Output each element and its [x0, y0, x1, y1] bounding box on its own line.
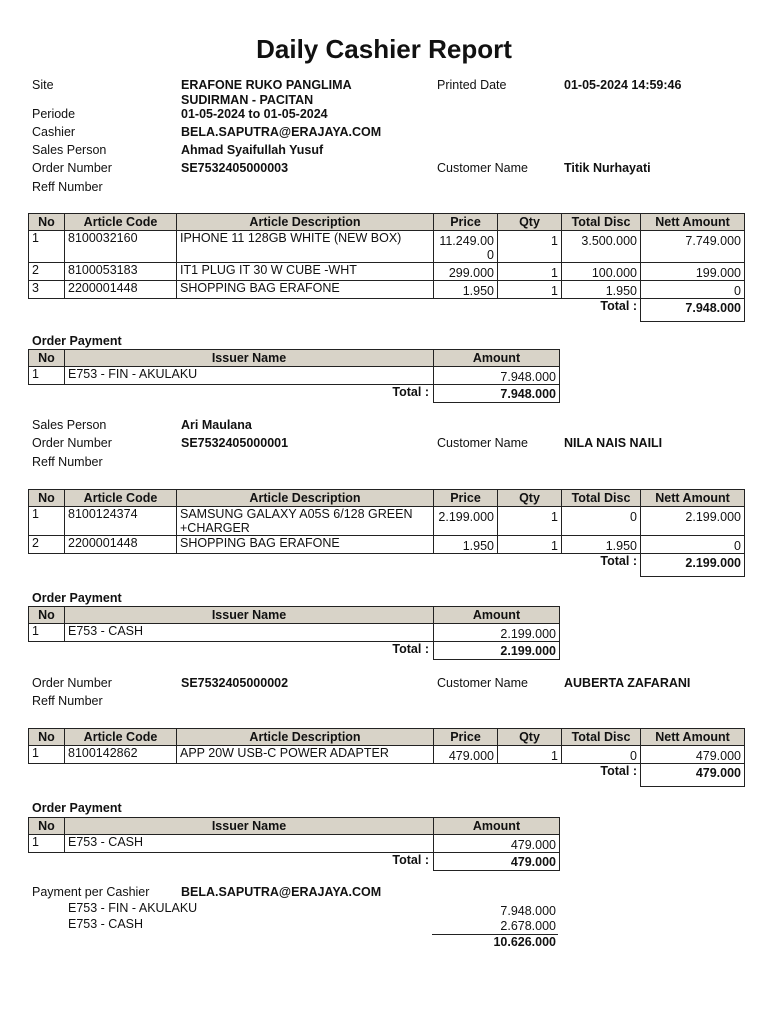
order-payment-table: [28, 817, 560, 871]
printed-date-label: Printed Date: [437, 78, 507, 92]
summary-total: 10.626.000: [493, 935, 556, 949]
items-total-value: 479.000: [641, 764, 745, 787]
cashier-value: BELA.SAPUTRA@ERAJAYA.COM: [181, 125, 382, 139]
cell-disc: 100.000: [562, 263, 641, 281]
col-nett-amount: Nett Amount: [641, 214, 745, 231]
payment-per-cashier-label: Payment per Cashier: [32, 885, 150, 899]
cell-code: 2200001448: [65, 281, 177, 299]
cell-disc: 0: [562, 507, 641, 536]
total-label: Total :: [392, 642, 429, 656]
cell-no: 3: [29, 281, 65, 299]
cell-issuer: E753 - FIN - AKULAKU: [65, 367, 434, 385]
cell-amount: 479.000: [434, 835, 560, 853]
table-header-row: [29, 818, 560, 835]
total-label: Total :: [392, 853, 429, 867]
table-row: [29, 281, 745, 299]
cell-nett: 199.000: [641, 263, 745, 281]
cell-amount: 2.199.000: [434, 624, 560, 642]
col-issuer-name: Issuer Name: [65, 607, 434, 624]
cell-price: 2.199.000: [434, 507, 498, 536]
order-items-table: [28, 213, 745, 322]
summary-amount: 2.678.000: [500, 919, 556, 933]
cell-no: 1: [29, 231, 65, 263]
cell-no: 1: [29, 835, 65, 853]
col-issuer-name: Issuer Name: [65, 350, 434, 367]
table-row: [29, 746, 745, 764]
order-payment-label: Order Payment: [32, 801, 122, 815]
col-no: No: [29, 607, 65, 624]
cell-disc: 1.950: [562, 281, 641, 299]
order-number-value: SE7532405000003: [181, 161, 289, 175]
col-total-disc: Total Disc: [562, 214, 641, 231]
cell-no: 1: [29, 367, 65, 385]
summary-amount: 7.948.000: [500, 904, 556, 918]
customer-name-value: AUBERTA ZAFARANI: [564, 676, 691, 690]
cell-issuer: E753 - CASH: [65, 835, 434, 853]
cell-code: 8100124374: [65, 507, 177, 536]
cell-desc: IT1 PLUG IT 30 W CUBE -WHT: [177, 263, 434, 281]
customer-name-label: Customer Name: [437, 676, 528, 690]
order-payment-label: Order Payment: [32, 591, 122, 605]
table-row: [29, 835, 560, 853]
order-items-table: [28, 728, 745, 787]
cell-disc: 1.950: [562, 536, 641, 554]
order-number-label: Order Number: [32, 436, 112, 450]
cell-no: 2: [29, 263, 65, 281]
total-label: Total :: [392, 385, 429, 399]
payment-per-cashier-value: BELA.SAPUTRA@ERAJAYA.COM: [181, 885, 382, 899]
site-value-line1: ERAFONE RUKO PANGLIMA: [181, 78, 352, 92]
payment-total-value: 2.199.000: [434, 642, 560, 660]
total-label: Total :: [600, 554, 637, 568]
table-row: [29, 367, 560, 385]
cell-desc: SAMSUNG GALAXY A05S 6/128 GREEN +CHARGER: [177, 507, 434, 536]
col-qty: Qty: [498, 729, 562, 746]
cell-qty: 1: [498, 746, 562, 764]
col-qty: Qty: [498, 490, 562, 507]
cell-no: 2: [29, 536, 65, 554]
col-price: Price: [434, 214, 498, 231]
table-header-row: [29, 607, 560, 624]
cell-nett: 0: [641, 536, 745, 554]
sales-person-label: Sales Person: [32, 143, 107, 157]
items-total-value: 7.948.000: [641, 299, 745, 322]
cell-nett: 2.199.000: [641, 507, 745, 536]
cell-qty: 1: [498, 507, 562, 536]
cell-code: 2200001448: [65, 536, 177, 554]
cell-desc: APP 20W USB-C POWER ADAPTER: [177, 746, 434, 764]
payment-total-value: 479.000: [434, 853, 560, 871]
col-article-description: Article Description: [177, 729, 434, 746]
reff-number-label: Reff Number: [32, 694, 103, 708]
col-article-code: Article Code: [65, 729, 177, 746]
col-nett-amount: Nett Amount: [641, 490, 745, 507]
col-price: Price: [434, 490, 498, 507]
cell-code: 8100032160: [65, 231, 177, 263]
table-row: [29, 507, 745, 536]
payment-total-value: 7.948.000: [434, 385, 560, 403]
cell-no: 1: [29, 624, 65, 642]
cell-issuer: E753 - CASH: [65, 624, 434, 642]
cell-desc: SHOPPING BAG ERAFONE: [177, 281, 434, 299]
cell-price: 1.950: [434, 536, 498, 554]
cashier-label: Cashier: [32, 125, 76, 139]
items-total-row: [29, 554, 745, 577]
col-qty: Qty: [498, 214, 562, 231]
table-row: [29, 536, 745, 554]
order-number-value: SE7532405000001: [181, 436, 289, 450]
col-no: No: [29, 818, 65, 835]
payment-total-row: [29, 853, 560, 871]
order-payment-table: [28, 606, 560, 660]
site-value-line2: SUDIRMAN - PACITAN: [181, 93, 314, 107]
payment-total-row: [29, 385, 560, 403]
table-row: [29, 624, 560, 642]
cell-no: 1: [29, 507, 65, 536]
col-article-description: Article Description: [177, 490, 434, 507]
items-total-value: 2.199.000: [641, 554, 745, 577]
total-label: Total :: [600, 299, 637, 313]
col-amount: Amount: [434, 607, 560, 624]
order-payment-table: [28, 349, 560, 403]
col-no: No: [29, 350, 65, 367]
cell-disc: 0: [562, 746, 641, 764]
col-no: No: [29, 729, 65, 746]
col-amount: Amount: [434, 350, 560, 367]
col-article-code: Article Code: [65, 214, 177, 231]
col-amount: Amount: [434, 818, 560, 835]
cell-desc: IPHONE 11 128GB WHITE (NEW BOX): [177, 231, 434, 263]
cell-price: 1.950: [434, 281, 498, 299]
col-article-code: Article Code: [65, 490, 177, 507]
items-total-row: [29, 299, 745, 322]
order-number-label: Order Number: [32, 676, 112, 690]
cell-qty: 1: [498, 536, 562, 554]
col-issuer-name: Issuer Name: [65, 818, 434, 835]
cell-desc: SHOPPING BAG ERAFONE: [177, 536, 434, 554]
cell-qty: 1: [498, 263, 562, 281]
printed-date-value: 01-05-2024 14:59:46: [564, 78, 682, 92]
col-no: No: [29, 214, 65, 231]
table-header-row: [29, 490, 745, 507]
col-no: No: [29, 490, 65, 507]
cell-amount: 7.948.000: [434, 367, 560, 385]
summary-issuer: E753 - CASH: [68, 917, 144, 931]
table-row: [29, 263, 745, 281]
cell-price: 11.249.000: [434, 231, 498, 263]
customer-name-label: Customer Name: [437, 161, 528, 175]
sales-person-label: Sales Person: [32, 418, 107, 432]
summary-issuer: E753 - FIN - AKULAKU: [68, 901, 198, 915]
col-total-disc: Total Disc: [562, 490, 641, 507]
payment-total-row: [29, 642, 560, 660]
cell-code: 8100142862: [65, 746, 177, 764]
periode-value: 01-05-2024 to 01-05-2024: [181, 107, 328, 121]
customer-name-value: NILA NAIS NAILI: [564, 436, 663, 450]
col-nett-amount: Nett Amount: [641, 729, 745, 746]
site-label: Site: [32, 78, 54, 92]
col-price: Price: [434, 729, 498, 746]
sales-person-value: Ahmad Syaifullah Yusuf: [181, 143, 324, 157]
order-number-label: Order Number: [32, 161, 112, 175]
col-article-description: Article Description: [177, 214, 434, 231]
cell-no: 1: [29, 746, 65, 764]
report-title: Daily Cashier Report: [256, 34, 512, 64]
order-payment-label: Order Payment: [32, 334, 122, 348]
cell-qty: 1: [498, 231, 562, 263]
order-items-table: [28, 489, 745, 577]
col-total-disc: Total Disc: [562, 729, 641, 746]
cell-nett: 0: [641, 281, 745, 299]
periode-label: Periode: [32, 107, 76, 121]
cell-disc: 3.500.000: [562, 231, 641, 263]
total-label: Total :: [600, 764, 637, 778]
cell-qty: 1: [498, 281, 562, 299]
cell-price: 479.000: [434, 746, 498, 764]
table-header-row: [29, 214, 745, 231]
cell-nett: 479.000: [641, 746, 745, 764]
sales-person-value: Ari Maulana: [181, 418, 252, 432]
customer-name-label: Customer Name: [437, 436, 528, 450]
table-row: [29, 231, 745, 263]
cell-nett: 7.749.000: [641, 231, 745, 263]
cell-code: 8100053183: [65, 263, 177, 281]
table-header-row: [29, 729, 745, 746]
items-total-row: [29, 764, 745, 787]
customer-name-value: Titik Nurhayati: [564, 161, 651, 175]
order-number-value: SE7532405000002: [181, 676, 289, 690]
cell-price: 299.000: [434, 263, 498, 281]
table-header-row: [29, 350, 560, 367]
reff-number-label: Reff Number: [32, 455, 103, 469]
reff-number-label: Reff Number: [32, 180, 103, 194]
